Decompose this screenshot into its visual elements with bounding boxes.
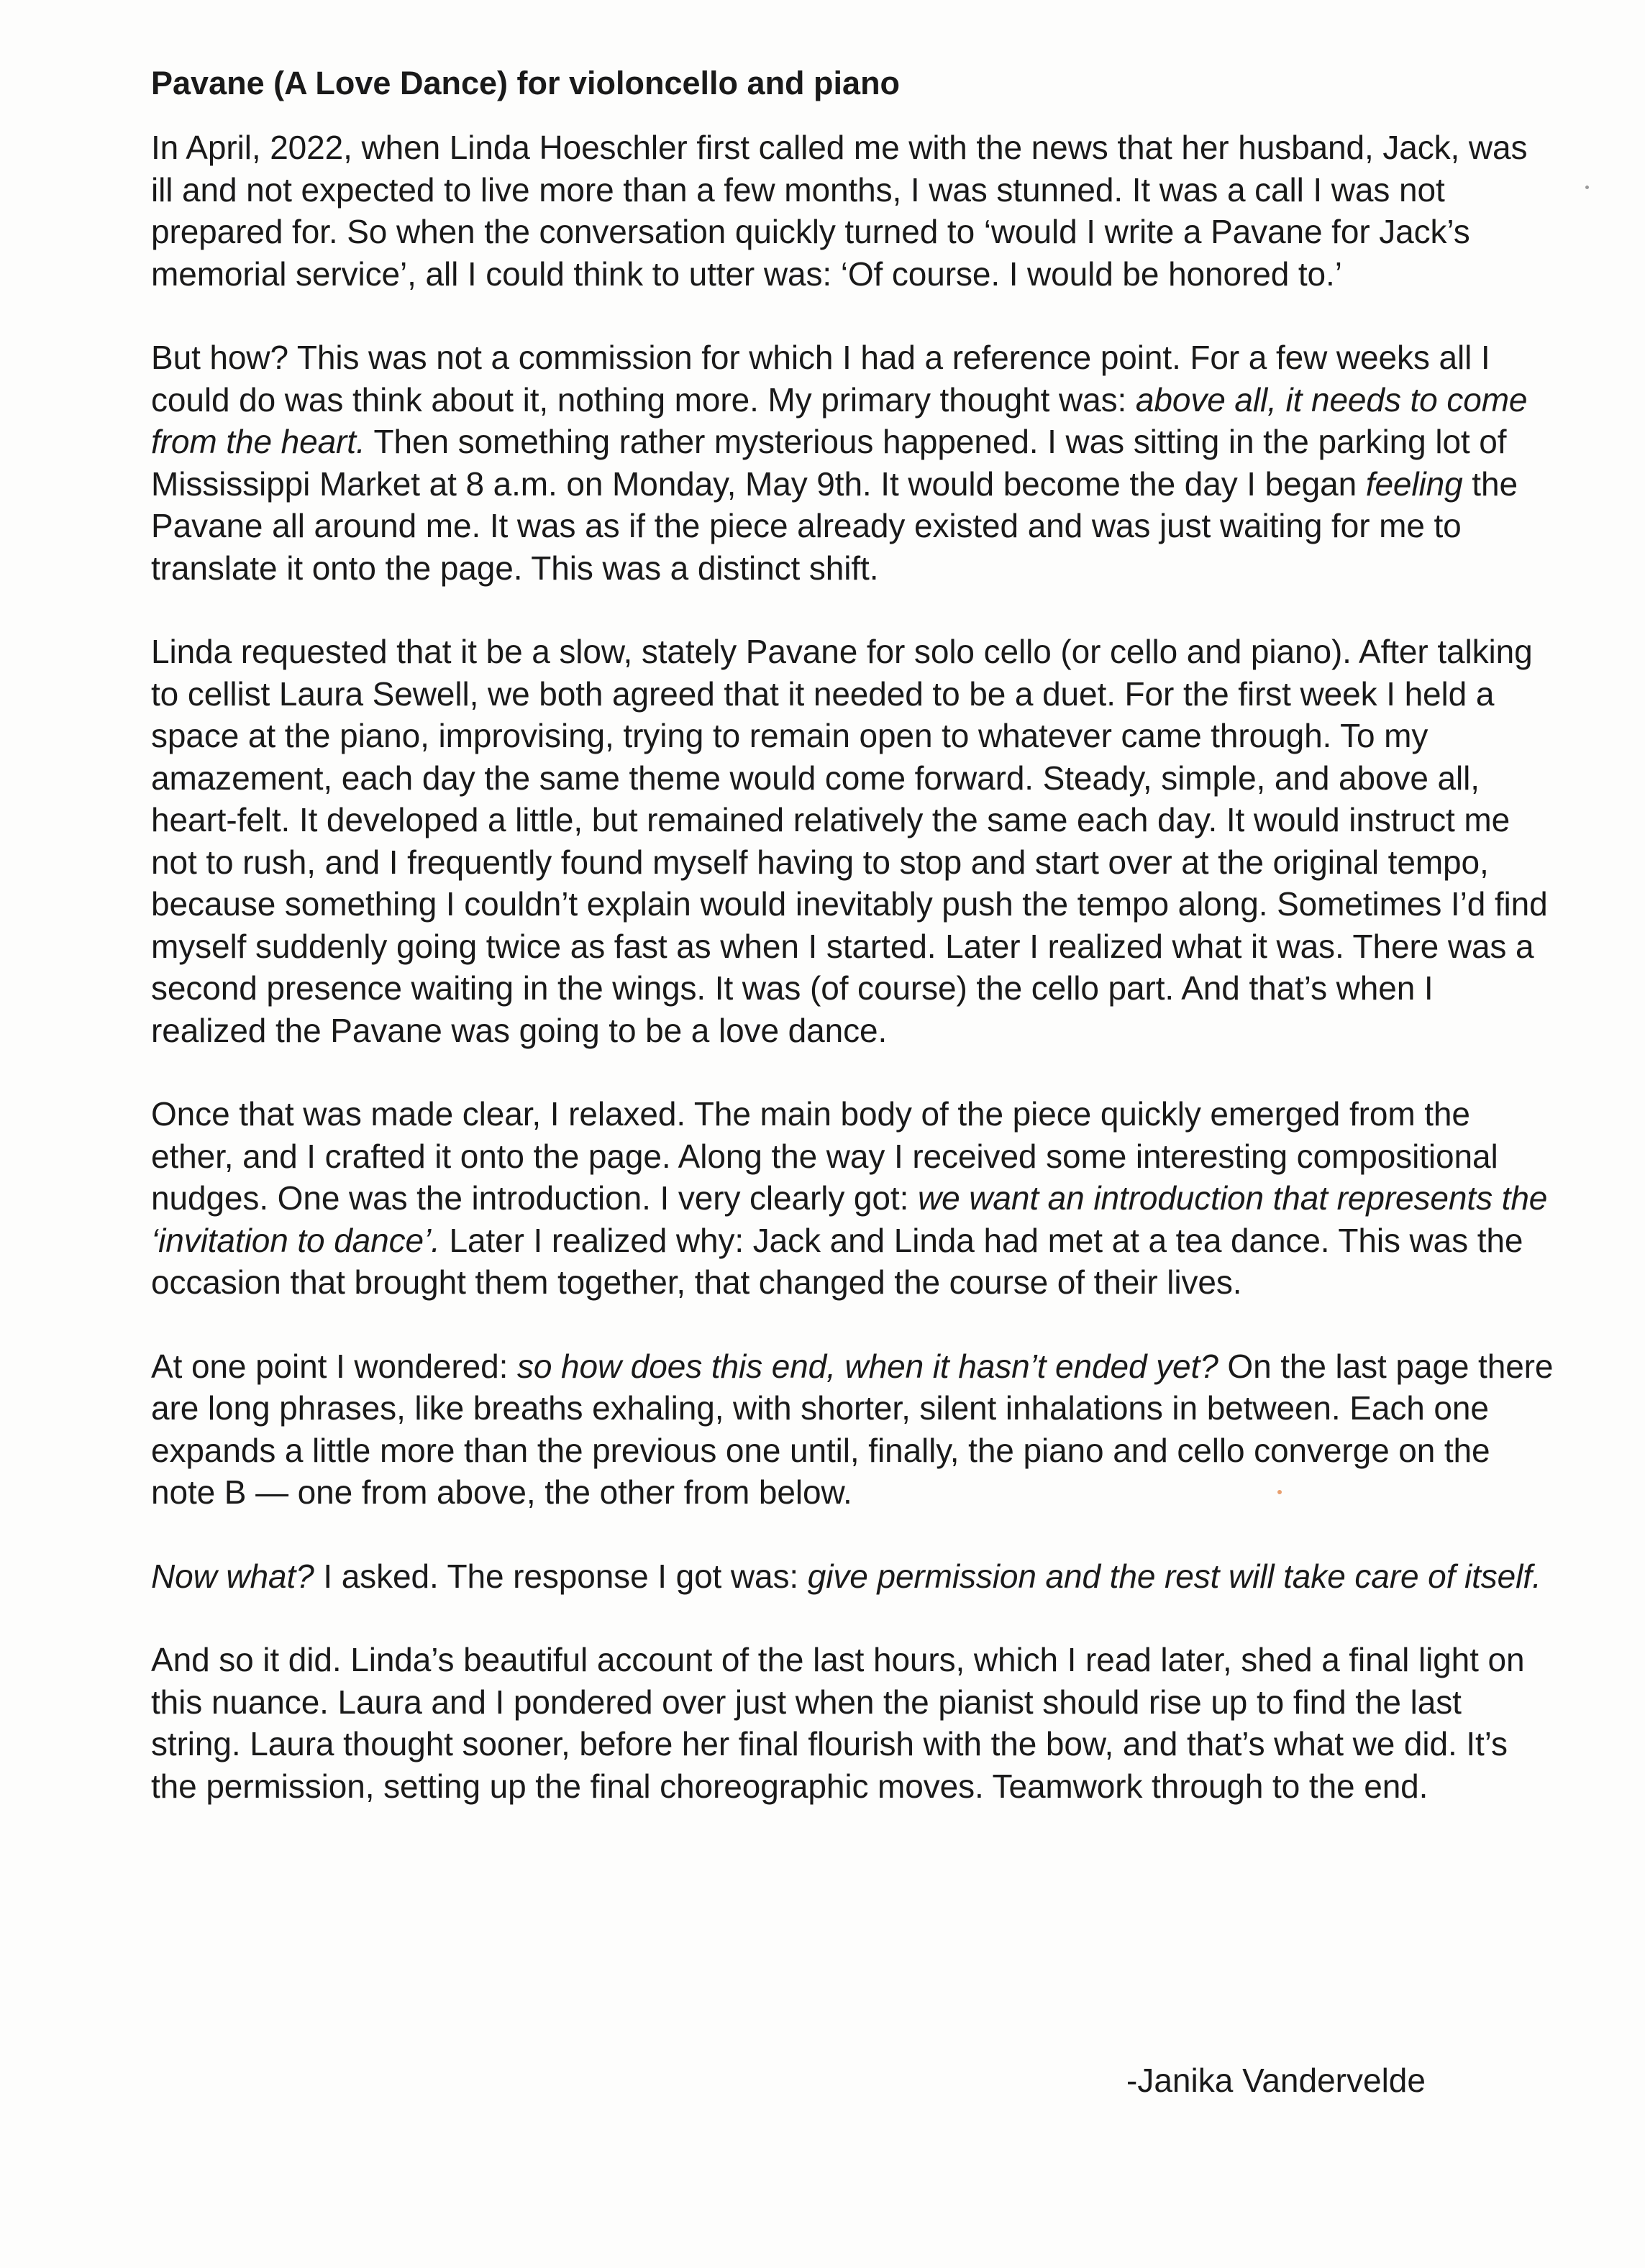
paragraph-text-run: Linda requested that it be a slow, stately Pavane for solo cello (or cello and piano). After talking to cellist Laura Sewell, we both agreed that it needed to be a duet. For the first week I held a space at the piano, improvising, trying to remain open to whatever came through. To my amazement, each day the same theme would come forward. Steady, simple, and above all, heart-felt. It developed a little, but remained relatively the same each day. It would instruct me not to rush, and I frequently found myself having to stop and start over at the original tempo, because something I couldn’t explain would inevitably push the tempo along. Sometimes I’d find myself suddenly going twice as fast as when I started. Later I realized what it was. There was a second presence waiting in the wings. It was (of course) the cello part. And that’s when I realized the Pavane was going to be a love dance. [151, 633, 1548, 1049]
paragraph-italic-run: Now what? [151, 1557, 314, 1595]
paragraph-text-run: And so it did. Linda’s beautiful account of the last hours, which I read later, shed a final light on this nuance. Laura and I pondered over just when the pianist should rise up to find the last string. Laura thought sooner, before her final flourish with the bow, and that’s what we did. It’s the permission, setting up the final choreographic moves. Teamwork through to the end. [151, 1641, 1525, 1805]
scan-speck [1585, 186, 1589, 189]
paragraph-italic-run: above all, it needs to come from the heart. [151, 380, 1528, 460]
body-paragraph [151, 337, 1554, 589]
document-body [151, 62, 1554, 1849]
paragraph-text-run: At one point I wondered: [151, 1347, 517, 1385]
signature-line: -Janika Vandervelde [1126, 2062, 1426, 2099]
paragraph-text-run: But how? This was not a commission for which I had a reference point. For a few weeks all I could do was think about it, nothing more. My primary thought was: [151, 339, 1490, 419]
paragraph-text-run: the Pavane all around me. It was as if the piece already existed and was just waiting for me to translate it onto the page. This was a distinct shift. [151, 465, 1518, 587]
paragraph-italic-run: feeling [1365, 465, 1463, 503]
body-paragraph [151, 631, 1554, 1051]
body-paragraph [151, 1345, 1554, 1514]
paragraph-text-run: In April, 2022, when Linda Hoeschler first called me with the news that her husband, Jack, was ill and not expected to live more than a few months, I was stunned. It was a call I was not prepared for. So when the conversation quickly turned to ‘would I write a Pavane for Jack’s memorial service’, all I could think to utter was: ‘Of course. I would be honored to.’ [151, 129, 1528, 293]
paragraph-text-run: Later I realized why: Jack and Linda had met at a tea dance. This was the occasion that brought them together, that changed the course of their lives. [151, 1221, 1523, 1301]
body-paragraph [151, 1639, 1554, 1807]
paragraph-text-run: Then something rather mysterious happened. I was sitting in the parking lot of Mississippi Market at 8 a.m. on Monday, May 9th. It would become the day I began [151, 423, 1507, 503]
body-paragraph [151, 127, 1554, 295]
document-title: Pavane (A Love Dance) for violoncello and piano [151, 65, 901, 101]
body-paragraph [151, 1093, 1554, 1304]
paragraph-text-run: On the last page there are long phrases, like breaths exhaling, with shorter, silent inhalations in between. Each one expands a little more than the previous one until, finally, the piano and cello converge on the note B — one from above, the other from below. [151, 1347, 1554, 1511]
scan-speck [1277, 1490, 1282, 1494]
paragraph-italic-run: so how does this end, when it hasn’t ended yet? [516, 1347, 1218, 1385]
body-paragraph [151, 1555, 1554, 1598]
paragraph-italic-run: give permission and the rest will take care of itself. [807, 1557, 1541, 1595]
paragraph-list [151, 127, 1554, 1807]
paragraph-text-run: I asked. The response I got was: [314, 1557, 808, 1595]
paragraph-text-run: Once that was made clear, I relaxed. The main body of the piece quickly emerged from the ether, and I crafted it onto the page. Along the way I received some interesting compositional nudges. One was the introduction. I very clearly got: [151, 1095, 1498, 1217]
paragraph-italic-run: we want an introduction that represents the ‘invitation to dance’. [151, 1179, 1548, 1259]
